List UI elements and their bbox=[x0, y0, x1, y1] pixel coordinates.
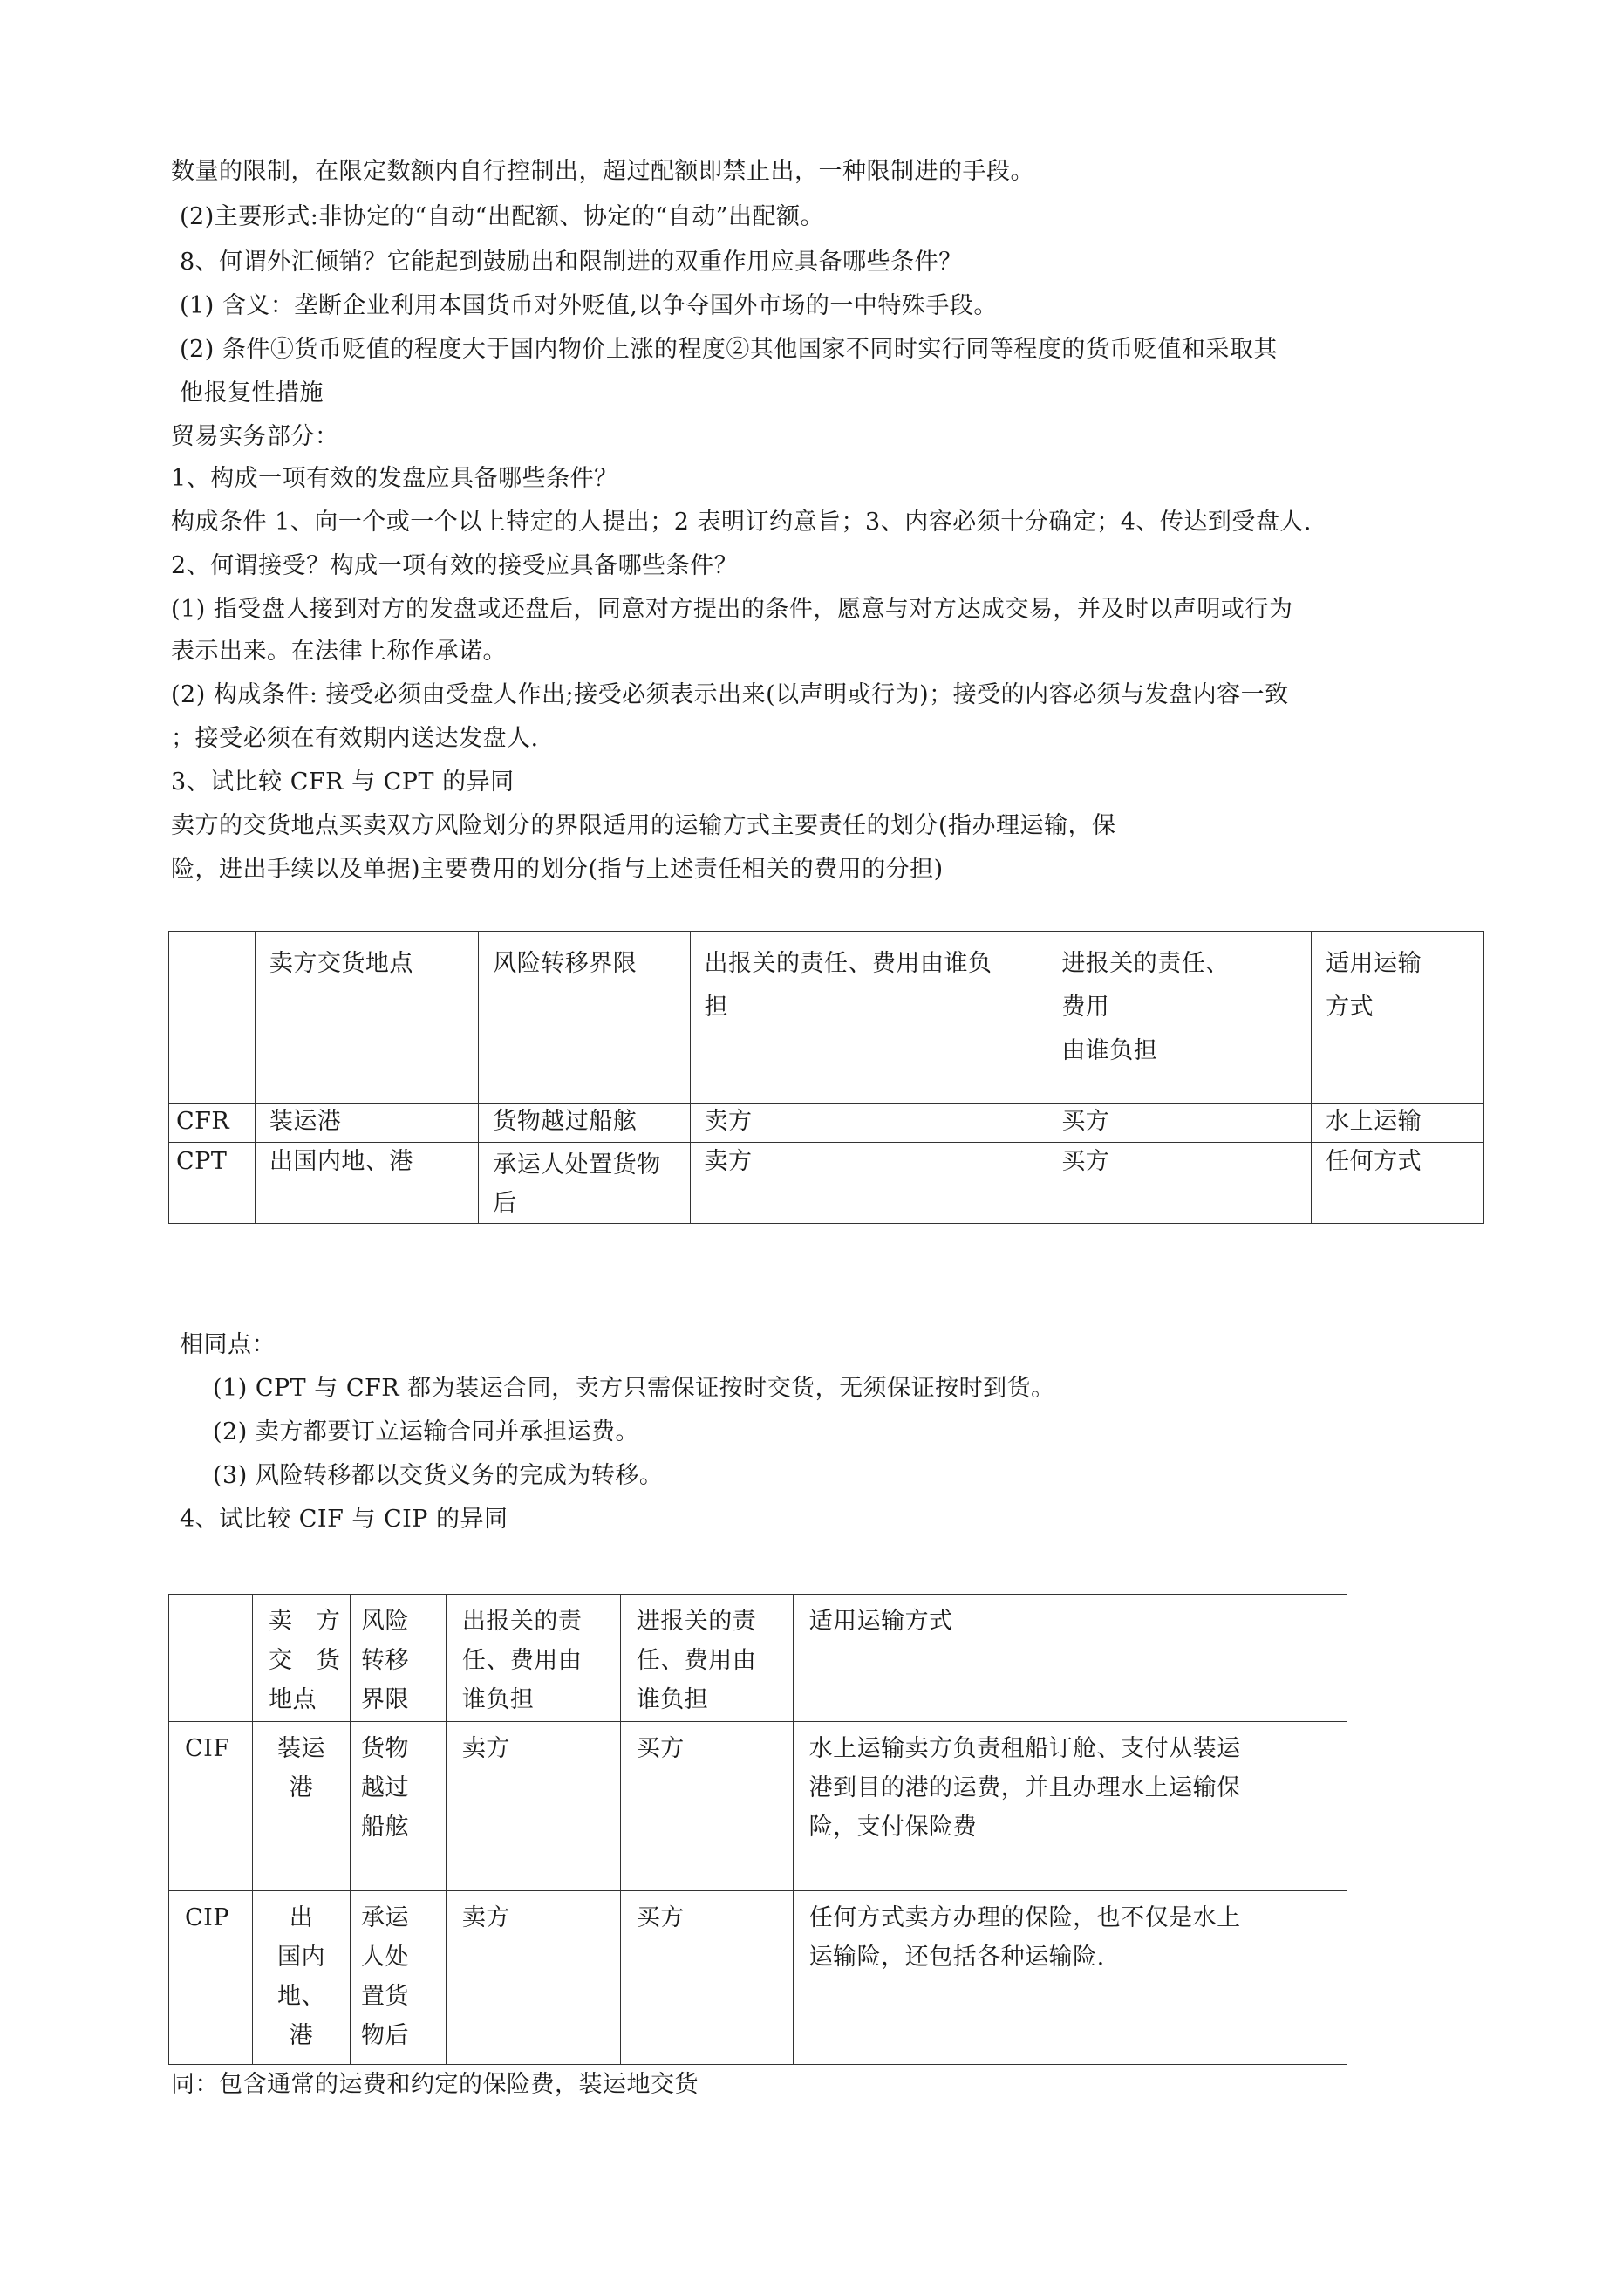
table-cell bbox=[350, 1722, 446, 1891]
cell-line: 承运人处置货物 bbox=[493, 1151, 661, 1179]
cell-line: 国内 bbox=[276, 1944, 325, 1971]
cell-line: 出报关的责任、费用由谁负 bbox=[704, 950, 992, 977]
cell-line: 越过 bbox=[360, 1774, 409, 1801]
cell-line: 出 bbox=[289, 1904, 314, 1931]
table-cell: 任何方式 bbox=[1312, 1143, 1484, 1224]
table-header-row bbox=[169, 1595, 1347, 1722]
question-3: 3、试比较 CFR 与 CPT 的异同 bbox=[171, 769, 515, 796]
table-cell bbox=[169, 1595, 253, 1722]
cell-line: 港 bbox=[289, 1774, 314, 1801]
table-header-row bbox=[169, 932, 1484, 1104]
cell-line: 交 货 bbox=[268, 1647, 341, 1674]
table-row bbox=[169, 1722, 1347, 1891]
table-header-cell bbox=[1047, 932, 1312, 1104]
table-cell bbox=[169, 932, 256, 1104]
similar-item: (2) 卖方都要订立运输合同并承担运费。 bbox=[213, 1418, 639, 1445]
table-header-cell bbox=[446, 1595, 620, 1722]
footer-note: 同：包含通常的运费和约定的保险费，装运地交货 bbox=[171, 2071, 699, 2098]
cell-line: 界限 bbox=[360, 1686, 409, 1713]
cell-line: 卖 方 bbox=[268, 1608, 341, 1635]
table-cell bbox=[252, 1722, 350, 1891]
cell-line: 进报关的责 bbox=[636, 1608, 757, 1635]
paragraph: (2) 构成条件: 接受必须由受盘人作出;接受必须表示出来(以声明或行为)；接受的内容必须与发盘内容一致 bbox=[171, 681, 1289, 708]
table-header-cell bbox=[690, 932, 1047, 1104]
cell-line: 港 bbox=[289, 2022, 314, 2049]
table-row bbox=[169, 1104, 1484, 1143]
similar-item: (3) 风险转移都以交货义务的完成为转移。 bbox=[213, 1462, 664, 1489]
table-row bbox=[169, 1891, 1347, 2065]
question-8: 8、何谓外汇倾销？它能起到鼓励出和限制进的双重作用应具备哪些条件？ bbox=[180, 249, 963, 276]
table-cell: 卖方 bbox=[690, 1104, 1047, 1143]
cell-line: 任、费用由 bbox=[461, 1647, 583, 1674]
paragraph: 他报复性措施 bbox=[180, 379, 324, 407]
paragraph: (1) 含义：垄断企业利用本国货币对外贬值,以争夺国外市场的一中特殊手段。 bbox=[180, 292, 998, 319]
question-4: 4、试比较 CIF 与 CIP 的异同 bbox=[180, 1506, 508, 1533]
cell-line: 承运 bbox=[360, 1904, 409, 1931]
table-cell: CIP bbox=[169, 1891, 253, 2065]
table-header-cell: 卖方交货地点 bbox=[255, 932, 478, 1104]
cell-line: 船舷 bbox=[360, 1814, 409, 1841]
cif-cip-table bbox=[168, 1594, 1347, 2065]
cell-line: 任何方式卖方办理的保险，也不仅是水上 bbox=[808, 1904, 1241, 1931]
table-cell: 卖方 bbox=[690, 1143, 1047, 1224]
table-cell bbox=[793, 1722, 1347, 1891]
cell-line: 谁负担 bbox=[636, 1686, 709, 1713]
cell-line: 运输险，还包括各种运输险. bbox=[808, 1944, 1105, 1971]
paragraph: 险，进出手续以及单据)主要费用的划分(指与上述责任相关的费用的分担) bbox=[171, 856, 944, 883]
cell-line: 货物 bbox=[360, 1735, 409, 1762]
table-cell: 货物越过船舷 bbox=[479, 1104, 690, 1143]
cell-line: 地、 bbox=[276, 1983, 325, 2010]
cell-line: 装运 bbox=[276, 1735, 325, 1762]
paragraph: (2)主要形式:非协定的“自动“出配额、协定的“自动”出配额。 bbox=[180, 203, 825, 230]
cfr-cpt-table bbox=[168, 931, 1484, 1224]
cell-line: 费用 bbox=[1061, 994, 1110, 1021]
table-cell bbox=[252, 1891, 350, 2065]
table-header-cell bbox=[620, 1595, 793, 1722]
cell-line: 任、费用由 bbox=[636, 1647, 757, 1674]
cell-line: 港到目的港的运费，并且办理水上运输保 bbox=[808, 1774, 1241, 1801]
cell-line: 由谁负担 bbox=[1061, 1037, 1158, 1064]
table-cell: CFR bbox=[169, 1104, 256, 1143]
table-cell bbox=[793, 1891, 1347, 2065]
paragraph: 表示出来。在法律上称作承诺。 bbox=[171, 638, 507, 665]
table-header-cell: 适用运输方式 bbox=[793, 1595, 1347, 1722]
table-cell: 买方 bbox=[620, 1891, 793, 2065]
table-cell: 买方 bbox=[1047, 1143, 1312, 1224]
table-cell: 出国内地、港 bbox=[255, 1143, 478, 1224]
table-cell: 水上运输 bbox=[1312, 1104, 1484, 1143]
paragraph: (2) 条件①货币贬值的程度大于国内物价上涨的程度②其他国家不同时实行同等程度的货币贬值和采取其 bbox=[180, 336, 1278, 363]
similar-item: (1) CPT 与 CFR 都为装运合同，卖方只需保证按时交货，无须保证按时到货。 bbox=[213, 1375, 1055, 1402]
table-cell bbox=[479, 1143, 690, 1224]
cell-line: 地点 bbox=[268, 1686, 317, 1713]
table-header-cell: 风险转移界限 bbox=[479, 932, 690, 1104]
section-heading: 贸易实务部分： bbox=[171, 423, 339, 450]
cell-line: 适用运输 bbox=[1326, 950, 1422, 977]
paragraph: 卖方的交货地点买卖双方风险划分的界限适用的运输方式主要责任的划分(指办理运输，保 bbox=[171, 812, 1116, 839]
table-cell: 卖方 bbox=[446, 1891, 620, 2065]
table-header-cell bbox=[252, 1595, 350, 1722]
question-1: 1、构成一项有效的发盘应具备哪些条件？ bbox=[171, 465, 618, 492]
table-header-cell bbox=[1312, 932, 1484, 1104]
paragraph: 数量的限制，在限定数额内自行控制出，超过配额即禁止出，一种限制进的手段。 bbox=[171, 158, 1034, 185]
cell-line: 担 bbox=[704, 994, 729, 1021]
table-cell: CPT bbox=[169, 1143, 256, 1224]
table-cell: 装运港 bbox=[255, 1104, 478, 1143]
cell-line: 置货 bbox=[360, 1983, 409, 2010]
cell-line: 谁负担 bbox=[461, 1686, 535, 1713]
cell-line: 物后 bbox=[360, 2022, 409, 2049]
paragraph: ；接受必须在有效期内送达发盘人. bbox=[171, 725, 539, 752]
table-cell: 买方 bbox=[620, 1722, 793, 1891]
paragraph: 构成条件 1、向一个或一个以上特定的人提出；2 表明订约意旨；3、内容必须十分确定；4、传达到受盘人. bbox=[171, 509, 1312, 536]
cell-line: 出报关的责 bbox=[461, 1608, 583, 1635]
cell-line: 后 bbox=[493, 1190, 517, 1217]
cell-line: 风险 bbox=[360, 1608, 409, 1635]
table-cell: 卖方 bbox=[446, 1722, 620, 1891]
table-cell: 买方 bbox=[1047, 1104, 1312, 1143]
cell-line: 人处 bbox=[360, 1944, 409, 1971]
cell-line: 转移 bbox=[360, 1647, 409, 1674]
question-2: 2、何谓接受？构成一项有效的接受应具备哪些条件？ bbox=[171, 552, 739, 579]
cell-line: 方式 bbox=[1326, 994, 1374, 1021]
table-cell: CIF bbox=[169, 1722, 253, 1891]
table-row bbox=[169, 1143, 1484, 1224]
table-header-cell bbox=[350, 1595, 446, 1722]
table-cell bbox=[350, 1891, 446, 2065]
similar-title: 相同点： bbox=[180, 1331, 276, 1358]
cell-line: 水上运输卖方负责租船订舱、支付从装运 bbox=[808, 1735, 1241, 1762]
paragraph: (1) 指受盘人接到对方的发盘或还盘后，同意对方提出的条件，愿意与对方达成交易，并及时以声明或行为 bbox=[171, 596, 1293, 623]
cell-line: 险，支付保险费 bbox=[808, 1814, 978, 1841]
cell-line: 进报关的责任、 bbox=[1061, 950, 1230, 977]
